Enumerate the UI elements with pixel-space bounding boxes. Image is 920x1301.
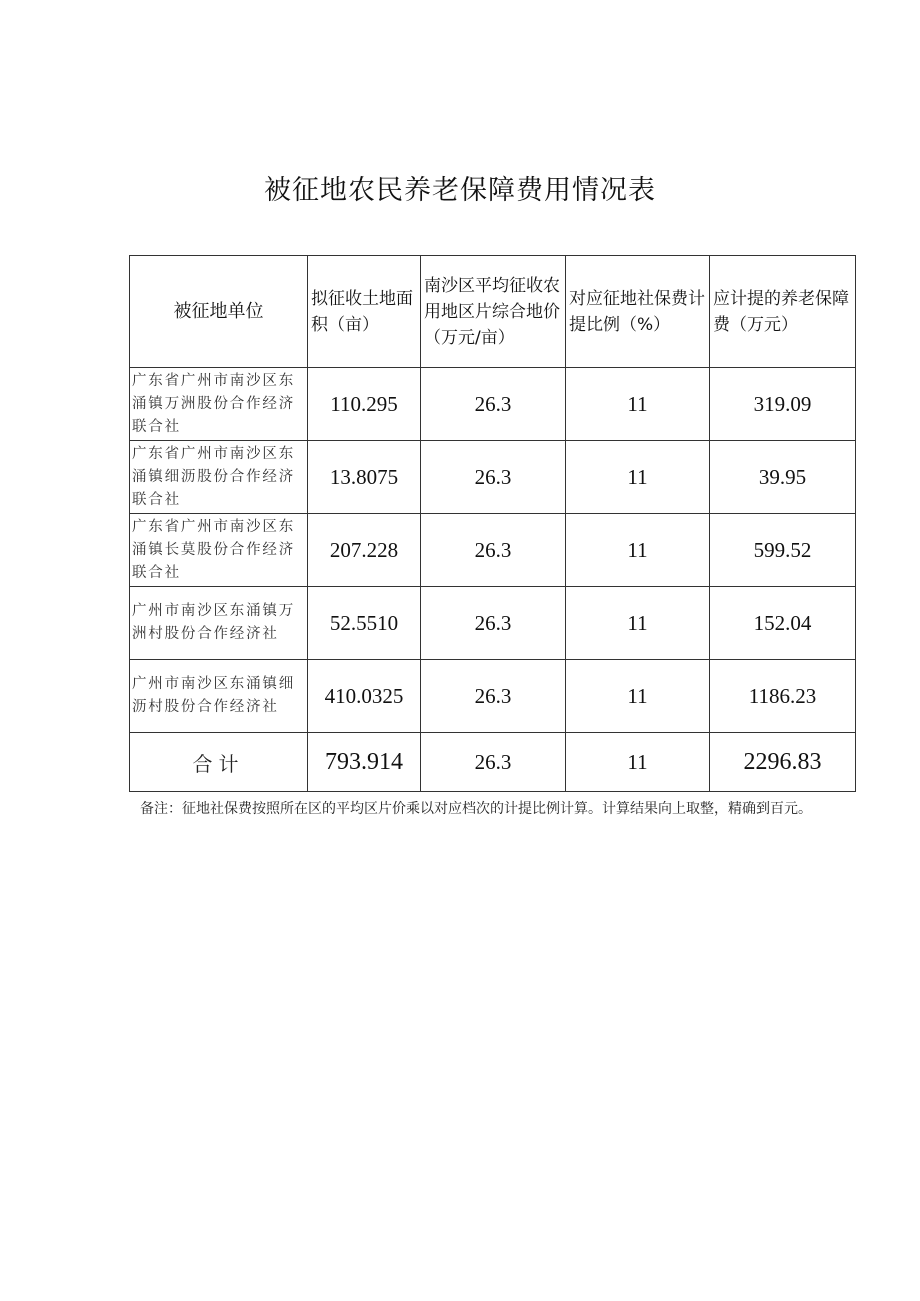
header-price: 南沙区平均征收农用地区片综合地价（万元/亩） xyxy=(421,256,566,368)
price-cell: 26.3 xyxy=(421,660,566,733)
area-cell: 13.8075 xyxy=(308,441,421,514)
header-fee: 应计提的养老保障费（万元） xyxy=(710,256,856,368)
table-row xyxy=(130,514,856,587)
page-title: 被征地农民养老保障费用情况表 xyxy=(264,175,656,206)
area-cell: 52.5510 xyxy=(308,587,421,660)
fee-cell: 599.52 xyxy=(710,514,856,587)
unit-cell: 广东省广州市南沙区东涌镇长莫股份合作经济联合社 xyxy=(130,514,308,587)
ratio-cell: 11 xyxy=(566,368,710,441)
header-unit: 被征地单位 xyxy=(130,256,308,368)
total-row xyxy=(130,733,856,792)
header-area: 拟征收土地面积（亩） xyxy=(308,256,421,368)
table-row xyxy=(130,441,856,514)
ratio-cell: 11 xyxy=(566,441,710,514)
area-cell: 110.295 xyxy=(308,368,421,441)
pension-fee-table xyxy=(129,255,856,792)
ratio-cell: 11 xyxy=(566,587,710,660)
fee-cell: 152.04 xyxy=(710,587,856,660)
unit-cell: 广州市南沙区东涌镇万洲村股份合作经济社 xyxy=(130,587,308,660)
total-price: 26.3 xyxy=(421,733,566,792)
price-cell: 26.3 xyxy=(421,441,566,514)
total-ratio: 11 xyxy=(566,733,710,792)
table-row xyxy=(130,368,856,441)
total-area: 793.914 xyxy=(308,733,421,792)
price-cell: 26.3 xyxy=(421,368,566,441)
header-ratio: 对应征地社保费计提比例（%） xyxy=(566,256,710,368)
fee-cell: 1186.23 xyxy=(710,660,856,733)
table-row xyxy=(130,587,856,660)
ratio-cell: 11 xyxy=(566,660,710,733)
unit-cell: 广东省广州市南沙区东涌镇细沥股份合作经济联合社 xyxy=(130,441,308,514)
table-header-row xyxy=(130,256,856,368)
total-label: 合计 xyxy=(130,733,308,792)
price-cell: 26.3 xyxy=(421,587,566,660)
unit-cell: 广州市南沙区东涌镇细沥村股份合作经济社 xyxy=(130,660,308,733)
price-cell: 26.3 xyxy=(421,514,566,587)
fee-cell: 319.09 xyxy=(710,368,856,441)
total-fee: 2296.83 xyxy=(710,733,856,792)
table-row xyxy=(130,660,856,733)
area-cell: 410.0325 xyxy=(308,660,421,733)
area-cell: 207.228 xyxy=(308,514,421,587)
unit-cell: 广东省广州市南沙区东涌镇万洲股份合作经济联合社 xyxy=(130,368,308,441)
footnote: 备注：征地社保费按照所在区的平均区片价乘以对应档次的计提比例计算。计算结果向上取整，精确到百元。 xyxy=(140,801,812,817)
fee-cell: 39.95 xyxy=(710,441,856,514)
ratio-cell: 11 xyxy=(566,514,710,587)
